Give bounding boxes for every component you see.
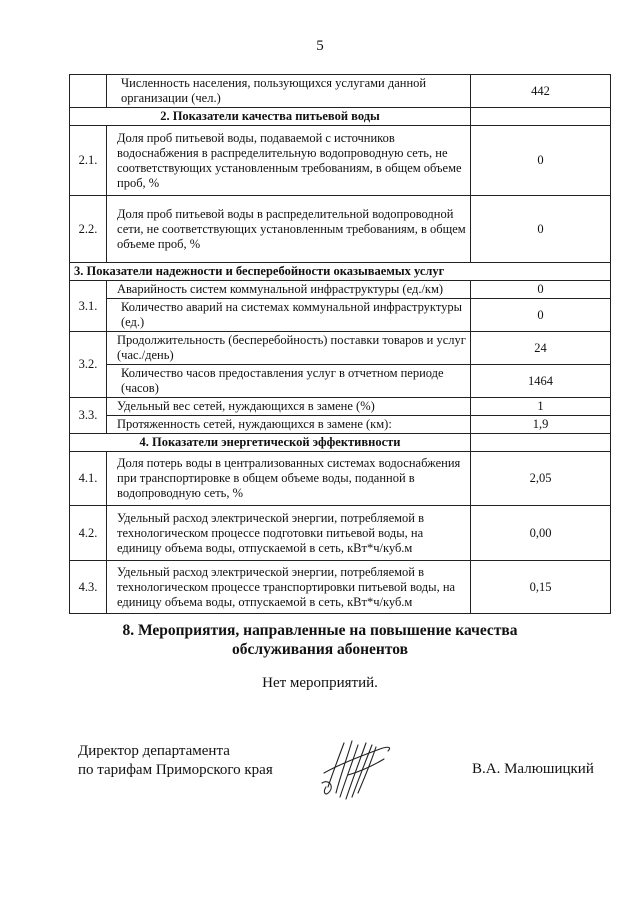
table-row [70, 561, 611, 614]
no-activities-note: Нет мероприятий. [262, 675, 378, 691]
row-value: 1 [471, 398, 611, 416]
section-heading [0, 621, 640, 659]
table-row [70, 281, 611, 299]
row-number: 2.2. [70, 196, 107, 263]
row-value: 0 [471, 126, 611, 196]
table-row [70, 75, 611, 108]
table-row [70, 452, 611, 506]
row-number: 4.3. [70, 561, 107, 614]
row-text: Продолжительность (бесперебойность) поставки товаров и услуг (час./день) [107, 332, 471, 365]
section-row [70, 263, 611, 281]
row-number: 2.1. [70, 126, 107, 196]
section-title: 4. Показатели энергетической эффективности [70, 434, 471, 452]
row-text: Аварийность систем коммунальной инфраструктуры (ед./км) [107, 281, 471, 299]
indicators-table [69, 74, 611, 614]
signer-title-line: Директор департамента [78, 743, 230, 759]
row-text: Удельный расход электрической энергии, потребляемой в технологическом процессе транспортировки питьевой воды, на единицу объема воды, отпускаемой в сеть, кВт*ч/куб.м [107, 561, 471, 614]
row-value: 2,05 [471, 452, 611, 506]
row-value: 0,15 [471, 561, 611, 614]
signer-name: В.А. Малюшицкий [472, 761, 594, 777]
table-row [70, 196, 611, 263]
section-heading-line: 8. Мероприятия, направленные на повышение качества [122, 622, 518, 639]
section-row [70, 434, 611, 452]
row-text: Численность населения, пользующихся услугами данной организации (чел.) [107, 75, 471, 108]
row-value: 0 [471, 196, 611, 263]
row-text: Доля потерь воды в централизованных системах водоснабжения при транспортировке в общем объеме воды, поданной в водопроводную сеть, % [107, 452, 471, 506]
section-row [70, 108, 611, 126]
row-value: 0,00 [471, 506, 611, 561]
row-number: 4.1. [70, 452, 107, 506]
signer-title [78, 742, 273, 780]
row-number: 3.3. [70, 398, 107, 434]
row-value: 24 [471, 332, 611, 365]
table-row [70, 365, 611, 398]
row-text: Доля проб питьевой воды, подаваемой с источников водоснабжения в распределительную водопроводную сеть, не соответствующих установленным требованиям, в общем объеме проб, % [107, 126, 471, 196]
row-number [70, 75, 107, 108]
row-text: Удельный вес сетей, нуждающихся в замене (%) [107, 398, 471, 416]
table-row [70, 332, 611, 365]
row-number: 3.1. [70, 281, 107, 332]
row-text: Количество аварий на системах коммунальной инфраструктуры (ед.) [107, 299, 471, 332]
table-row [70, 416, 611, 434]
row-number: 4.2. [70, 506, 107, 561]
section-heading-line: обслуживания абонентов [232, 641, 408, 658]
row-value: 442 [471, 75, 611, 108]
table-row [70, 299, 611, 332]
row-number: 3.2. [70, 332, 107, 398]
row-text: Протяженность сетей, нуждающихся в замене (км): [107, 416, 471, 434]
row-value: 0 [471, 281, 611, 299]
row-text: Удельный расход электрической энергии, потребляемой в технологическом процессе подготовки питьевой воды, на единицу объема воды, отпускаемой в сеть, кВт*ч/куб.м [107, 506, 471, 561]
row-value: 1,9 [471, 416, 611, 434]
row-value: 0 [471, 299, 611, 332]
table-row [70, 126, 611, 196]
section-title: 3. Показатели надежности и бесперебойности оказываемых услуг [70, 263, 611, 281]
section-title: 2. Показатели качества питьевой воды [70, 108, 471, 126]
signer-title-line: по тарифам Приморского края [78, 762, 273, 778]
table-row [70, 398, 611, 416]
row-text: Количество часов предоставления услуг в отчетном периоде (часов) [107, 365, 471, 398]
row-value: 1464 [471, 365, 611, 398]
row-text: Доля проб питьевой воды в распределительной водопроводной сети, не соответствующих установленным требованиям, в общем объеме проб, % [107, 196, 471, 263]
table-row [70, 506, 611, 561]
handwritten-signature [318, 735, 398, 805]
page-number: 5 [316, 38, 324, 54]
